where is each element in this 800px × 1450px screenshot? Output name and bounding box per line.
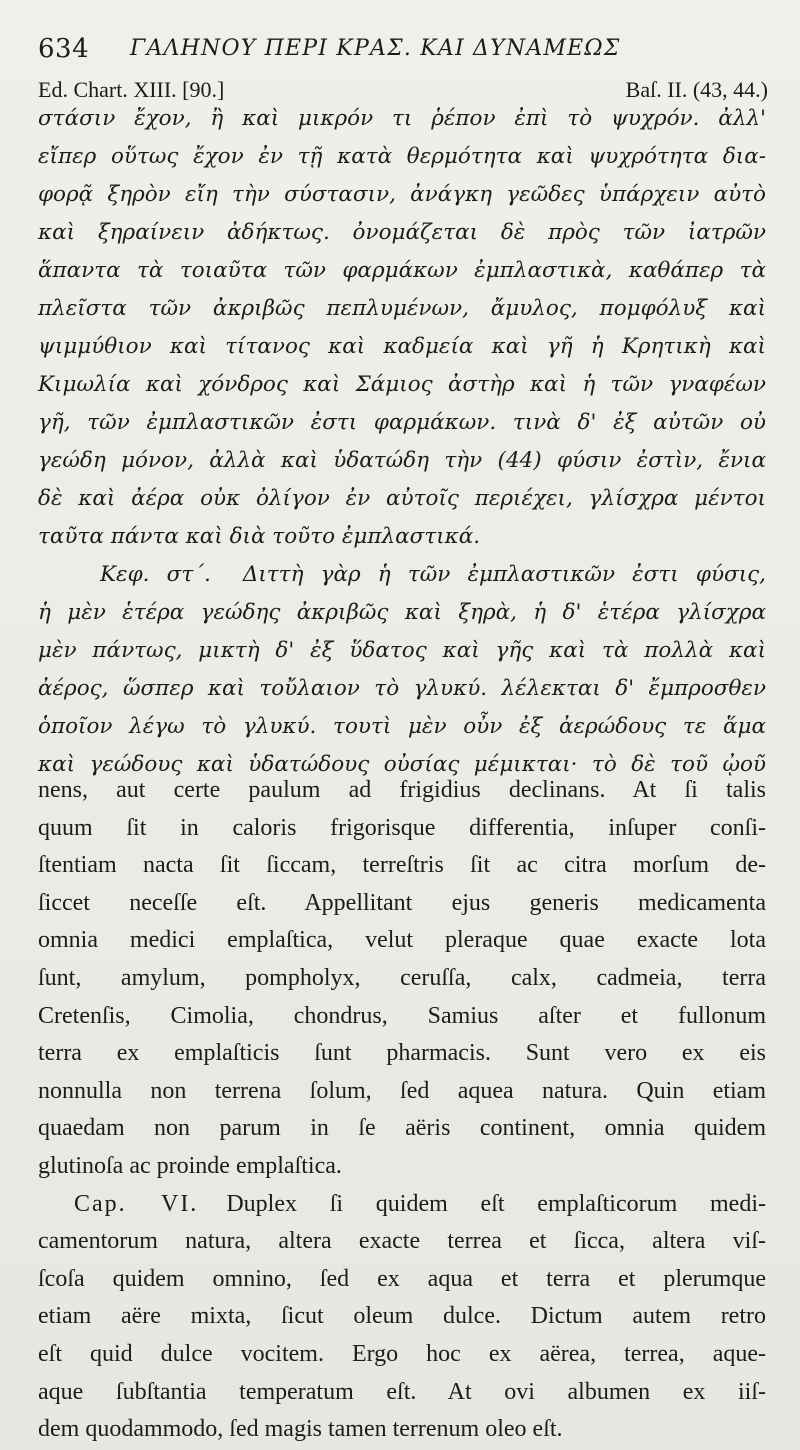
greek-line: ψιμμύθιον καὶ τίτανος καὶ καδμεία καὶ γῆ ἡ Κρητικὴ καὶ	[38, 334, 766, 359]
edition-chartier: Ed. Chart. XIII. [90.]	[38, 77, 225, 102]
greek-line: καὶ ξηραίνειν ἀδήκτως. ὀνομάζεται δὲ πρὸς τῶν ἰατρῶν	[38, 220, 766, 245]
greek-line: πλεῖστα τῶν ἀκριβῶς πεπλυμένων, ἄμυλος, πομφόλυξ καὶ	[38, 296, 766, 321]
greek-line: ἀέρος, ὥσπερ καὶ τοὔλαιον τὸ γλυκύ. λέλεκται δ' ἔμπροσθεν	[38, 676, 766, 701]
greek-line: στάσιν ἔχον, ἢ καὶ μικρόν τι ῥέπον ἐπὶ τὸ ψυχρόν. ἀλλ'	[38, 106, 766, 131]
latin-line: ſunt, amylum, pompholyx, ceruſſa, calx, cadmeia, terra	[38, 964, 766, 991]
latin-line: ſiccet neceſſe eſt. Appellitant ejus generis medicamenta	[38, 889, 766, 916]
greek-line: εἴπερ οὕτως ἔχον ἐν τῇ κατὰ θερμότητα καὶ ψυχρότητα δια-	[38, 144, 766, 169]
latin-line: camentorum natura, altera exacte terrea et ſicca, altera viſ-	[38, 1228, 766, 1255]
latin-chapter-label: Cap. VI.	[74, 1190, 199, 1217]
latin-line: nonnulla non terrena ſolum, ſed aquea natura. Quin etiam	[38, 1077, 766, 1104]
latin-line: Cretenſis, Cimolia, chondrus, Samius aſter et fullonum	[38, 1002, 766, 1029]
page-number: 634	[38, 34, 90, 64]
greek-chapter-text: Διττὴ γὰρ ἡ τῶν ἐμπλαστικῶν ἐστι φύσις,	[242, 562, 766, 587]
edition-basel: Baſ. II. (43, 44.)	[625, 77, 768, 102]
greek-line: φορᾷ ξηρὸν εἴη τὴν σύστασιν, ἀνάγκη γεῶδες ὑπάρχειν αὐτὸ	[38, 182, 766, 207]
latin-line: glutinoſa ac proinde emplaſtica.	[38, 1152, 342, 1179]
latin-line: etiam aëre mixta, ſicut oleum dulce. Dictum autem retro	[38, 1303, 766, 1330]
greek-chapter-line	[38, 556, 766, 594]
greek-line: ἅπαντα τὰ τοιαῦτα τῶν φαρμάκων ἐμπλαστικὰ, καθάπερ τὰ	[38, 258, 766, 283]
running-title: ΓΑΛΗΝΟΥ ΠΕΡΙ ΚΡΑΣ. ΚΑΙ ΔΥΝΑΜΕΩΣ	[130, 36, 621, 61]
greek-line: καὶ γεώδους καὶ ὑδατώδους οὐσίας μέμικται· τὸ δὲ τοῦ ᾠοῦ	[38, 752, 766, 777]
greek-line: ταῦτα πάντα καὶ διὰ τοῦτο ἐμπλαστικά.	[38, 524, 481, 549]
latin-line: eſt quid dulce vocitem. Ergo hoc ex aërea, terrea, aque-	[38, 1340, 766, 1367]
greek-line: γῆ, τῶν ἐμπλαστικῶν ἐστι φαρμάκων. τινὰ δ' ἐξ αὐτῶν οὐ	[38, 410, 766, 435]
latin-line: quaedam non parum in ſe aëris continent, omnia quidem	[38, 1115, 766, 1142]
page-header	[38, 22, 768, 68]
latin-chapter-text: Duplex ſi quidem eſt emplaſticorum medi-	[226, 1190, 766, 1217]
greek-line: Κιμωλία καὶ χόνδρος καὶ Σάμιος ἀστὴρ καὶ ἡ τῶν γναφέων	[38, 372, 766, 397]
latin-line: terra ex emplaſticis ſunt pharmacis. Sunt vero ex eis	[38, 1040, 766, 1067]
latin-chapter-line	[38, 1186, 766, 1224]
latin-line: ſcoſa quidem omnino, ſed ex aqua et terra et plerumque	[38, 1265, 766, 1292]
latin-line: nens, aut certe paulum ad frigidius declinans. At ſi talis	[38, 777, 766, 803]
latin-line: aque ſubſtantia temperatum eſt. At ovi albumen ex iiſ-	[38, 1378, 766, 1405]
greek-line: γεώδη μόνον, ἀλλὰ καὶ ὑδατώδη τὴν (44) φύσιν ἐστὶν, ἔνια	[38, 448, 766, 473]
greek-chapter-label: Κεφ. στ΄.	[100, 562, 211, 587]
greek-line: δὲ καὶ ἀέρα οὐκ ὀλίγον ἐν αὐτοῖς περιέχει, γλίσχρα μέντοι	[38, 486, 766, 511]
latin-line: dem quodammodo, ſed magis tamen terrenum oleo eſt.	[38, 1416, 563, 1443]
greek-line: μὲν πάντως, μικτὴ δ' ἐξ ὕδατος καὶ γῆς καὶ τὰ πολλὰ καὶ	[38, 638, 766, 663]
latin-line: ſtentiam nacta ſit ſiccam, terreſtris ſit ac citra morſum de-	[38, 852, 766, 879]
greek-line: ὁποῖον λέγω τὸ γλυκύ. τουτὶ μὲν οὖν ἐξ ἀερώδους τε ἅμα	[38, 714, 766, 739]
latin-text-block	[38, 772, 766, 1443]
latin-line: omnia medici emplaſtica, velut pleraque quae exacte lota	[38, 927, 766, 954]
latin-line: quum ſit in caloris frigorisque differentia, inſuper conſi-	[38, 814, 766, 841]
greek-text-block	[38, 100, 766, 777]
greek-line: ἡ μὲν ἑτέρα γεώδης ἀκριβῶς καὶ ξηρὰ, ἡ δ' ἑτέρα γλίσχρα	[38, 600, 766, 625]
